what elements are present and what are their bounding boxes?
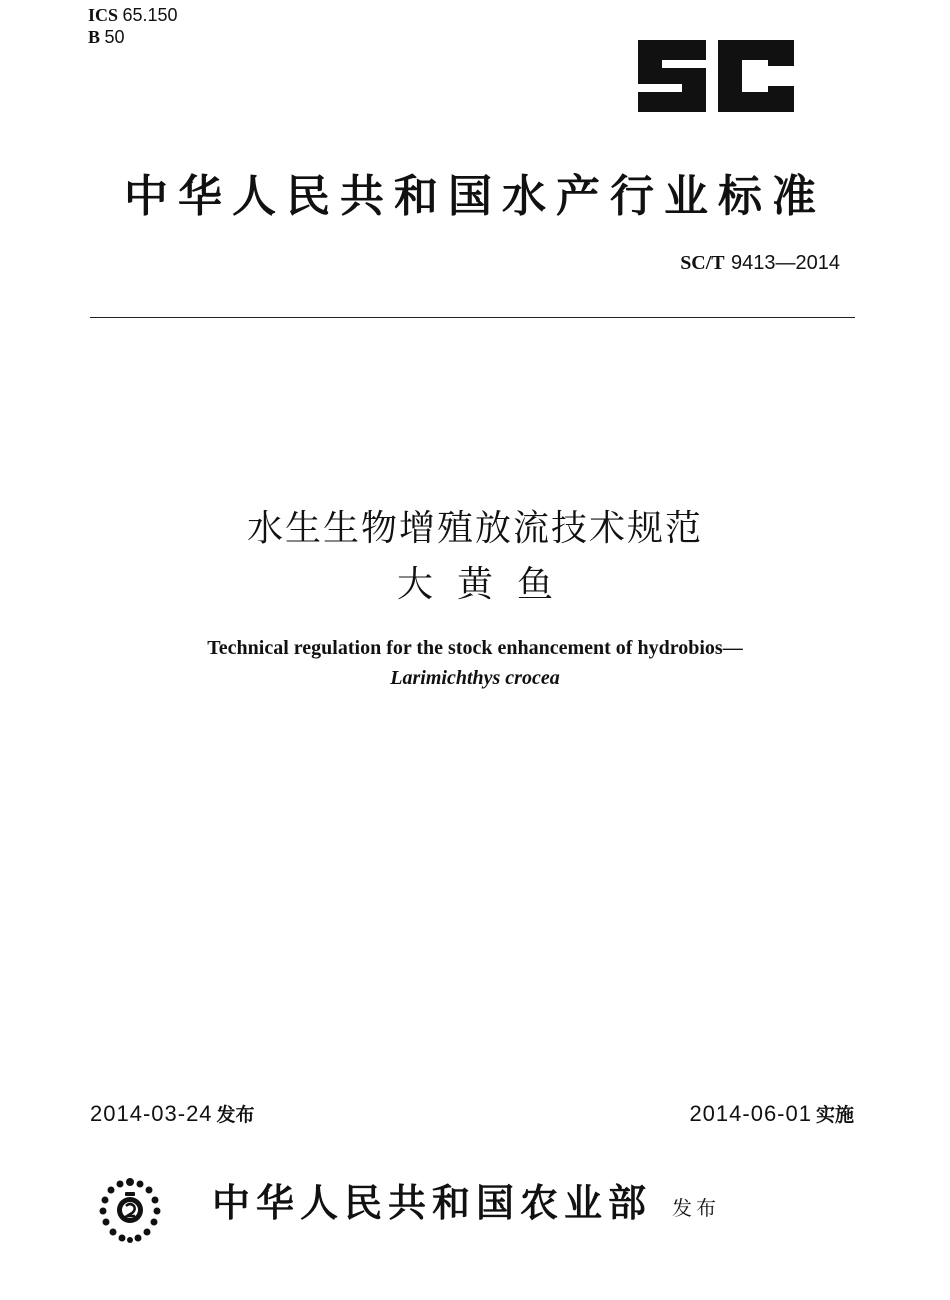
ccs-code xyxy=(88,26,125,48)
publisher-name: 中华人民共和国农业部 xyxy=(212,1180,653,1225)
ics-label: ICS xyxy=(88,5,119,25)
title-en-line1: Technical regulation for the stock enhancement of hydrobios— xyxy=(207,637,743,659)
standard-number-value: 9413—2014 xyxy=(731,252,840,274)
issue-date xyxy=(90,1100,255,1127)
issue-date-value: 2014-03-24 xyxy=(90,1101,213,1126)
standard-number xyxy=(680,250,840,275)
standard-number-prefix: SC/T xyxy=(680,252,725,274)
implement-date-word: 实施 xyxy=(815,1104,854,1126)
implement-date-value: 2014-06-01 xyxy=(689,1101,812,1126)
issue-date-word: 发布 xyxy=(216,1104,255,1126)
ics-code xyxy=(88,4,178,26)
standard-type-heading: 中华人民共和国水产行业标准 xyxy=(124,171,826,222)
ministry-emblem-icon xyxy=(92,1172,168,1248)
implement-date xyxy=(689,1100,854,1127)
header-divider xyxy=(90,317,855,318)
sc-standard-logo-icon xyxy=(636,38,796,114)
title-en-line2: Larimichthys crocea xyxy=(390,667,560,689)
ccs-label: B xyxy=(88,27,101,47)
title-cn-line1: 水生生物增殖放流技术规范 xyxy=(246,508,703,549)
ccs-value: 50 xyxy=(104,27,125,47)
ics-value: 65.150 xyxy=(122,5,178,25)
title-cn-line2: 大黄鱼 xyxy=(396,564,577,605)
publisher-publish-word: 发布 xyxy=(672,1196,720,1220)
